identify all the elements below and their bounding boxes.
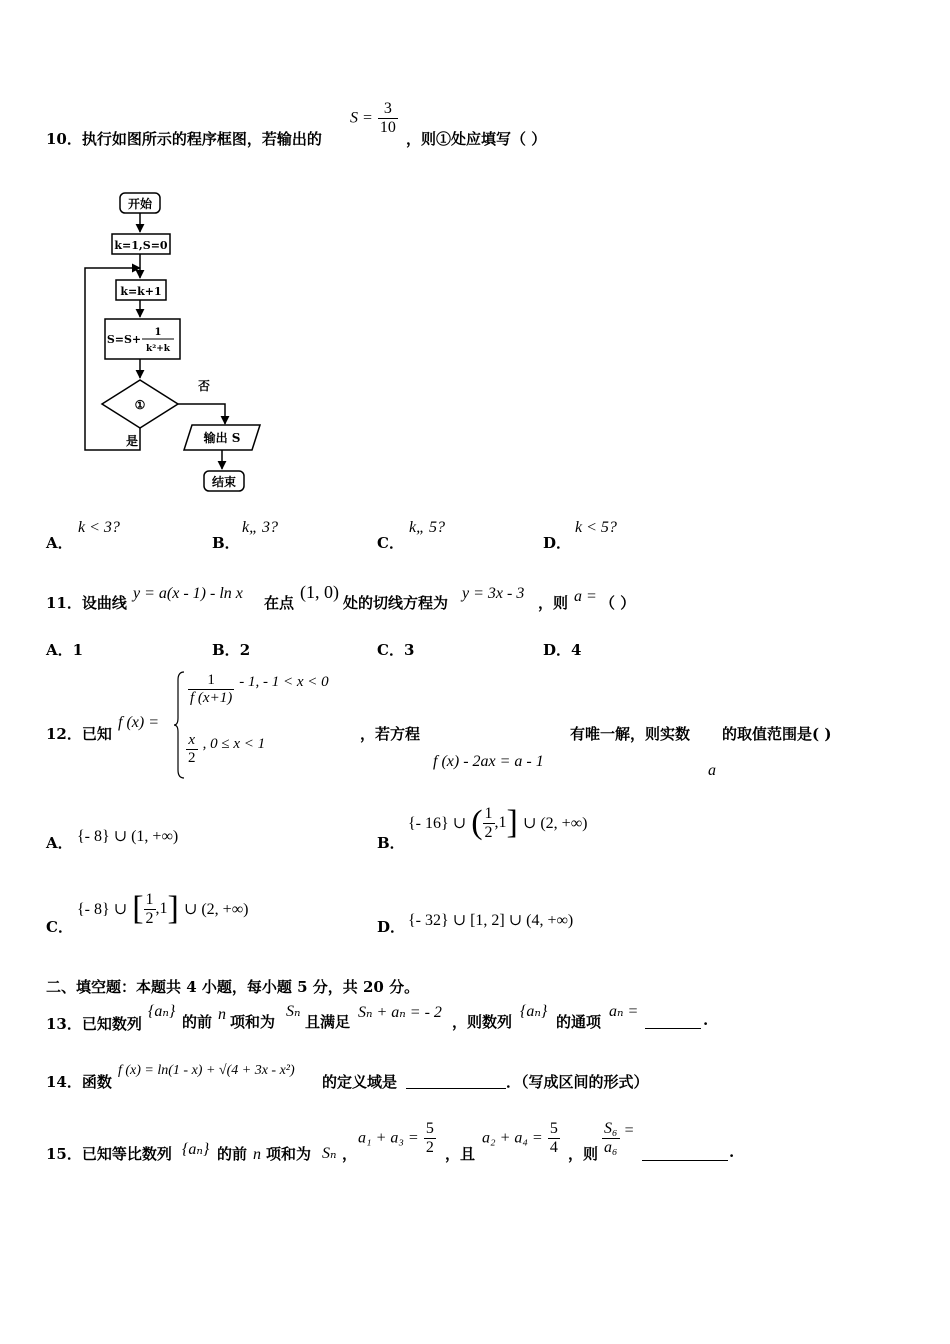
- q13-seq2: {aₙ}: [520, 1003, 548, 1020]
- q12-var: a: [708, 762, 716, 779]
- q12-case2-num: x: [188, 732, 196, 748]
- q12-option-b-num: 1: [484, 804, 493, 822]
- flowchart-yes-label: 是: [125, 434, 139, 448]
- q15-t3: 项和为: [266, 1145, 312, 1163]
- q10-formula-den: 10: [379, 119, 396, 136]
- q10-text-after: ，则①处应填写（ ）: [406, 130, 547, 148]
- q11-option-a-value: 1: [72, 641, 84, 659]
- q15-c1-num: 5: [425, 1120, 434, 1137]
- q10-option-a-expr: k < 3?: [78, 519, 120, 536]
- q15-cond1: [358, 1120, 436, 1157]
- q10-option-c-label: C．: [377, 534, 404, 552]
- q12-option-c-bracket-open: [: [132, 890, 144, 927]
- q11-t2: 在点: [264, 594, 295, 612]
- q12-case2-den: 2: [188, 750, 196, 766]
- q15-c2-num: 5: [549, 1120, 558, 1137]
- flowchart-decision-label: ①: [134, 398, 146, 412]
- q12-case2: [186, 732, 265, 767]
- q12-case2-rest: , 0 ≤ x < 1: [202, 736, 266, 752]
- q12-option-b-part1: {- 16} ∪: [408, 815, 467, 832]
- q12-t3: 有唯一解，则实数: [570, 725, 691, 743]
- q12-option-c-den: 2: [145, 909, 154, 927]
- q12-t4: 的取值范围是( ): [722, 725, 832, 743]
- q12-option-c-part1: {- 8} ∪: [77, 901, 128, 918]
- q13-number: 13．: [46, 1015, 82, 1033]
- flowchart-end-label: 结束: [211, 475, 237, 489]
- q15-cond2: [482, 1120, 560, 1157]
- q12-t1: 已知: [81, 725, 112, 743]
- flowchart-step-label: k=k+1: [120, 285, 162, 298]
- q12-case1-frac: [188, 672, 234, 707]
- q11-option-b: [212, 639, 250, 660]
- flowchart-output-label: 输出 S: [203, 431, 241, 445]
- q15-comma: ，: [342, 1145, 358, 1163]
- q13-n: n: [218, 1006, 226, 1023]
- q15-c2-frac: [548, 1120, 560, 1157]
- q12-option-a-expr: {- 8} ∪ (1, +∞): [77, 828, 179, 845]
- q11-option-d: [543, 639, 581, 660]
- q15-c1-frac: [424, 1120, 436, 1157]
- q10-option-d-label: D．: [543, 534, 572, 552]
- q10-option-b-label: B．: [212, 534, 240, 552]
- q12-equation: f (x) - 2ax = a - 1: [433, 753, 544, 770]
- flowchart-no-label: 否: [197, 379, 211, 393]
- q15-c1-lhs: a₁ + a₃ =: [358, 1129, 419, 1147]
- q14-t3: ．（写成区间的形式）: [506, 1073, 649, 1091]
- q14-t2: 的定义域是: [322, 1073, 398, 1091]
- q14-number: 14．: [46, 1073, 82, 1091]
- q12-option-c-part3: ∪ (2, +∞): [183, 901, 249, 918]
- q12-case1-den: f (x+1): [190, 690, 233, 706]
- q15-r-den: a₆: [604, 1139, 618, 1156]
- q15-ratio: [602, 1120, 634, 1157]
- q15-seq: {aₙ}: [182, 1141, 210, 1158]
- q10-flowchart: [80, 188, 280, 500]
- q13-line: [46, 1013, 142, 1034]
- q12-case1-rest: - 1, - 1 < x < 0: [239, 674, 329, 690]
- q11-number: 11．: [46, 594, 82, 612]
- q13-t6: 的通项: [556, 1013, 602, 1031]
- q15-t1: 已知等比数列: [81, 1145, 172, 1163]
- q10-number: 10．: [46, 130, 82, 148]
- q11-line: [46, 592, 127, 613]
- q12-case2-frac: [186, 732, 198, 767]
- q11-curve: y = a(x - 1) - ln x: [133, 585, 243, 602]
- q15-c1-den: 2: [425, 1139, 434, 1156]
- q13-answer-blank[interactable]: [645, 1010, 701, 1026]
- q15-end: .: [729, 1143, 735, 1161]
- q12-brace: [174, 670, 186, 780]
- q12-option-b-part2: ,1: [494, 814, 507, 831]
- q10-option-d-expr: k < 5?: [575, 519, 617, 536]
- q11-option-a-label: A．: [46, 641, 73, 659]
- q15-sn: Sₙ: [322, 1145, 337, 1162]
- q11-option-d-label: D．: [543, 641, 572, 659]
- q15-t5: ，则: [568, 1145, 599, 1163]
- q15-ratio-frac: [602, 1120, 620, 1157]
- section2-title: 二、填空题：本题共 4 小题，每小题 5 分，共 20 分。: [46, 978, 420, 996]
- q10-line: [46, 128, 322, 149]
- q15-c2-den: 4: [549, 1139, 558, 1156]
- q11-tangent: y = 3x - 3: [462, 585, 525, 602]
- q11-option-c-value: 3: [403, 641, 415, 659]
- q12-fx: f (x) =: [118, 714, 159, 731]
- q13-sn: Sₙ: [286, 1003, 301, 1020]
- q10-formula-frac: [378, 100, 398, 137]
- q10-formula-num: 3: [383, 100, 392, 117]
- q11-t5: （ ）: [600, 594, 636, 612]
- q12-option-b-part3: ∪ (2, +∞): [522, 815, 588, 832]
- flowchart-update-prefix: S=S+: [106, 333, 142, 346]
- q14-answer-blank[interactable]: [406, 1070, 506, 1086]
- q12-case1: [188, 672, 329, 707]
- q12-option-c-num: 1: [145, 890, 154, 908]
- q12-option-d-label: D．: [377, 918, 406, 936]
- flowchart-update-num: 1: [154, 327, 162, 338]
- q15-answer-blank[interactable]: [642, 1142, 728, 1158]
- q11-option-c-label: C．: [377, 641, 404, 659]
- q14-func: f (x) = ln(1 - x) + √(4 + 3x - x²): [118, 1063, 295, 1078]
- q10-formula-lhs: S =: [350, 109, 373, 127]
- q15-c2-lhs: a₂ + a₄ =: [482, 1129, 543, 1147]
- q13-t2: 的前: [182, 1013, 213, 1031]
- q13-cond: Sₙ + aₙ = - 2: [358, 1004, 442, 1021]
- q13-end: .: [703, 1011, 709, 1029]
- q15-number: 15．: [46, 1145, 82, 1163]
- q15-r-eq: =: [624, 1122, 634, 1139]
- q12-option-c-part2: ,1: [155, 900, 168, 917]
- flowchart-update-den: k²+k: [146, 344, 170, 354]
- q11-option-b-value: 2: [239, 641, 251, 659]
- q11-option-a: [46, 639, 83, 660]
- q12-option-c-label: C．: [46, 918, 73, 936]
- q12-number: 12．: [46, 725, 82, 743]
- q12-case1-num: 1: [207, 672, 215, 688]
- q15-t2: 的前: [217, 1145, 248, 1163]
- q12-option-b-label: B．: [377, 834, 405, 852]
- q13-t5: ，则数列: [452, 1013, 513, 1031]
- q15-line: [46, 1143, 172, 1164]
- q10-formula: [350, 100, 398, 137]
- q12-option-c-bracket-close: ]: [167, 890, 179, 927]
- q10-option-a-label: A．: [46, 534, 73, 552]
- q11-t1: 设曲线: [81, 594, 127, 612]
- q12-option-c-expr: [77, 890, 248, 928]
- q13-an: aₙ =: [609, 1003, 639, 1020]
- q15-r-num: S₆: [604, 1120, 618, 1137]
- q12-option-b-bracket-open: (: [471, 804, 483, 841]
- q10-option-c-expr: k„ 5?: [409, 519, 445, 536]
- q13-t1: 已知数列: [81, 1015, 142, 1033]
- q12-option-b-bracket-close: ]: [506, 804, 518, 841]
- q12-option-b-den: 2: [484, 823, 493, 841]
- q11-option-c: [377, 639, 414, 660]
- q12-option-c-frac: [144, 891, 156, 928]
- q12-option-d-expr: {- 32} ∪ [1, 2] ∪ (4, +∞): [408, 912, 574, 929]
- q12-option-b-expr: [408, 804, 587, 842]
- q15-t4: ，且: [445, 1145, 476, 1163]
- q14-t1: 函数: [81, 1073, 112, 1091]
- flowchart-start-label: 开始: [127, 197, 153, 211]
- q12-option-a-label: A．: [46, 834, 73, 852]
- q10-option-b-expr: k„ 3?: [242, 519, 278, 536]
- q11-point: (1, 0): [300, 582, 339, 602]
- q11-t3: 处的切线方程为: [343, 594, 449, 612]
- q11-t4: ，则: [538, 594, 569, 612]
- q13-t4: 且满足: [305, 1013, 351, 1031]
- q14-line: [46, 1071, 112, 1092]
- q12-t2: ，若方程: [360, 725, 421, 743]
- q13-seq: {aₙ}: [148, 1003, 176, 1020]
- q11-option-d-value: 4: [571, 641, 582, 659]
- q12-option-b-frac: [483, 805, 495, 842]
- q10-text-before: 执行如图所示的程序框图，若输出的: [81, 130, 322, 148]
- q11-var: a =: [574, 588, 597, 605]
- q11-option-b-label: B．: [212, 641, 240, 659]
- q15-n: n: [253, 1146, 261, 1163]
- flowchart-init-label: k=1,S=0: [114, 239, 168, 252]
- q13-t3: 项和为: [230, 1013, 276, 1031]
- q12-line: [46, 723, 112, 744]
